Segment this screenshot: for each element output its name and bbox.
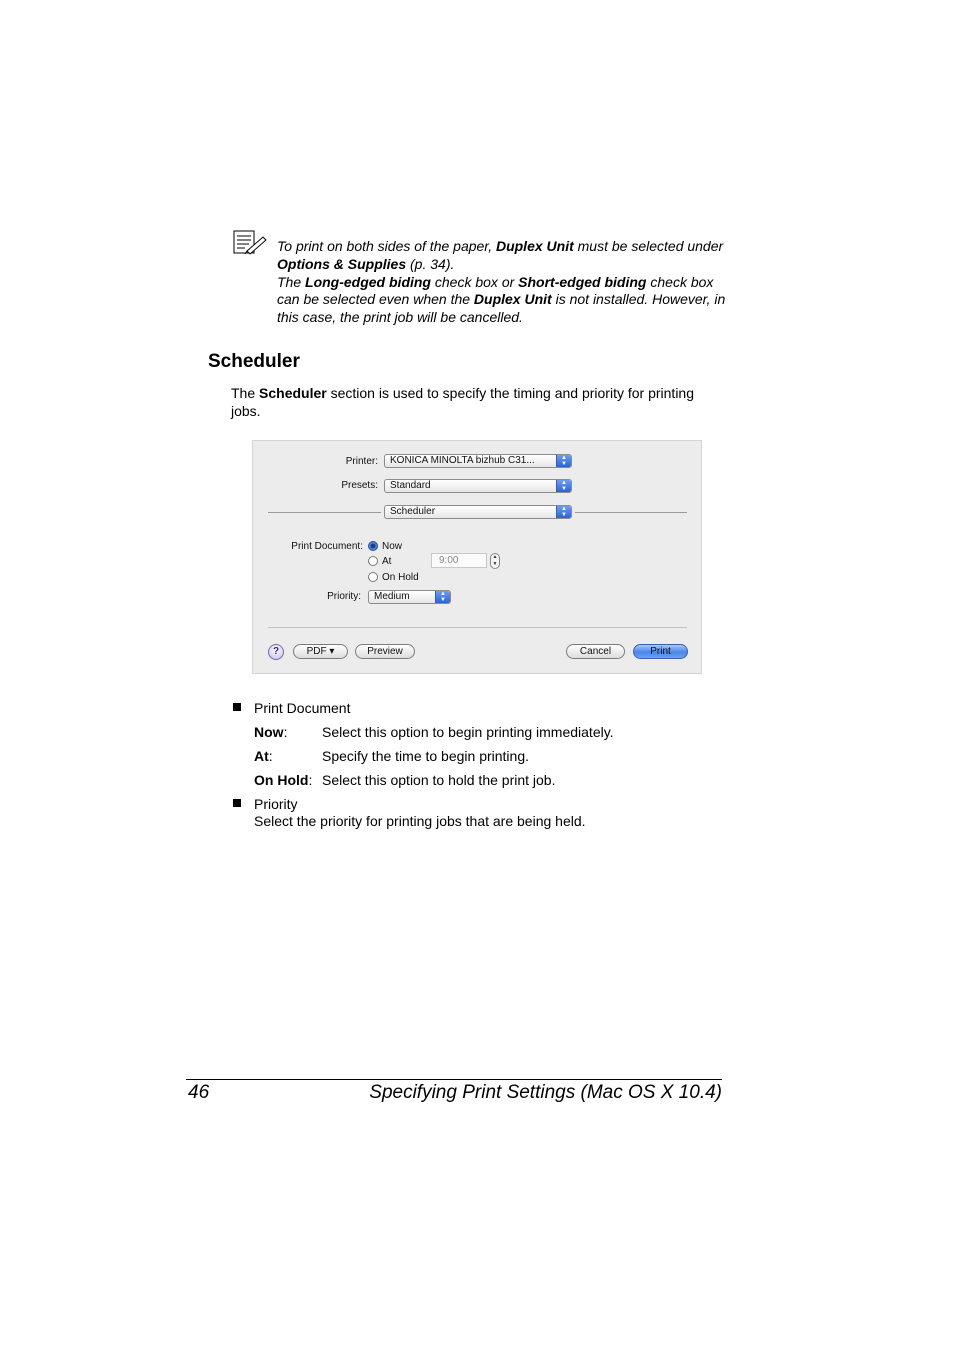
radio-on-hold[interactable] [368, 572, 378, 582]
note-term-duplex-unit: Duplex Unit [473, 291, 552, 308]
term-at-text: At [254, 748, 269, 764]
note-term-duplex-unit: Duplex Unit [495, 238, 574, 254]
radio-at[interactable] [368, 556, 378, 566]
panel-popup[interactable] [384, 505, 572, 519]
bottom-separator [268, 627, 687, 628]
page-number: 46 [188, 1082, 210, 1103]
print-dialog [252, 440, 702, 674]
term-colon: : [283, 724, 288, 740]
list-item-print-document: Print Document [254, 700, 351, 716]
popup-arrows-icon: ▲ ▼ [556, 506, 571, 518]
term-on-hold [254, 771, 312, 789]
popup-arrows-icon: ▲ ▼ [556, 480, 571, 492]
note-text [277, 238, 727, 327]
intro-text-part: section is used to specify the timing and priority for printing jobs. [231, 385, 695, 419]
panel-separator-left [268, 512, 381, 513]
note-term-options-supplies: Options & Supplies [277, 255, 407, 272]
radio-at-label: At [382, 556, 392, 567]
note-text-part: is not installed. However, in this case, the print job will be cancelled. [277, 291, 726, 326]
note-text-part: must be selected under [573, 238, 724, 254]
time-field[interactable]: 9:00 [431, 553, 487, 568]
note-text-part: check box can be selected even when the [277, 273, 714, 308]
printer-popup[interactable] [384, 454, 572, 468]
popup-arrows-icon: ▲ ▼ [435, 591, 450, 603]
bullet-square-icon [233, 703, 241, 711]
desc-on-hold: Select this option to hold the print job. [322, 772, 556, 788]
term-now-text: Now [254, 724, 284, 740]
term-colon: : [308, 772, 313, 788]
section-heading: Scheduler [208, 351, 300, 372]
note-text-part: check box or [431, 273, 519, 290]
priority-popup-value: Medium [374, 591, 410, 602]
radio-now[interactable] [368, 541, 378, 551]
popup-arrows-icon: ▲ ▼ [556, 455, 571, 467]
note-text-part: To print on both sides of the paper, [277, 238, 496, 254]
note-term-long-edged: Long-edged biding [305, 273, 431, 290]
printer-label: Printer: [345, 456, 378, 467]
preview-button[interactable]: Preview [355, 644, 415, 659]
footer-title: Specifying Print Settings (Mac OS X 10.4) [369, 1082, 722, 1103]
time-stepper[interactable]: ▲ ▼ [490, 553, 500, 569]
help-button[interactable]: ? [268, 644, 284, 660]
panel-popup-value: Scheduler [390, 506, 436, 517]
cancel-button[interactable]: Cancel [566, 644, 625, 659]
intro-paragraph [231, 384, 721, 420]
pdf-button[interactable]: PDF ▾ [293, 644, 348, 659]
term-now [254, 723, 287, 741]
list-item-priority: Priority [254, 796, 298, 812]
panel-separator-right [575, 512, 687, 513]
term-at [254, 747, 273, 765]
note-text-part: (p. 34). [406, 255, 455, 272]
note-term-short-edged: Short-edged biding [518, 273, 647, 290]
note-pencil-icon [233, 229, 267, 255]
desc-at: Specify the time to begin printing. [322, 748, 530, 764]
term-colon: : [268, 748, 273, 764]
footer-rule [186, 1079, 722, 1080]
bullet-square-icon [233, 799, 241, 807]
desc-priority: Select the priority for printing jobs that are being held. [254, 813, 586, 829]
presets-popup-value: Standard [390, 480, 431, 491]
printer-popup-value: KONICA MINOLTA bizhub C31... [390, 455, 535, 466]
radio-now-label: Now [382, 541, 403, 552]
presets-popup[interactable] [384, 479, 572, 493]
priority-label: Priority: [327, 591, 361, 602]
radio-on-hold-label: On Hold [382, 572, 419, 583]
desc-now: Select this option to begin printing immediately. [322, 724, 614, 740]
presets-label: Presets: [341, 480, 378, 491]
note-text-part: The [277, 273, 306, 290]
intro-text-part: The [231, 385, 260, 401]
print-button[interactable]: Print [633, 644, 688, 659]
term-on-hold-text: On Hold [254, 772, 309, 788]
print-document-label: Print Document: [291, 541, 363, 552]
intro-term-scheduler: Scheduler [259, 385, 327, 401]
priority-popup[interactable] [368, 590, 451, 604]
